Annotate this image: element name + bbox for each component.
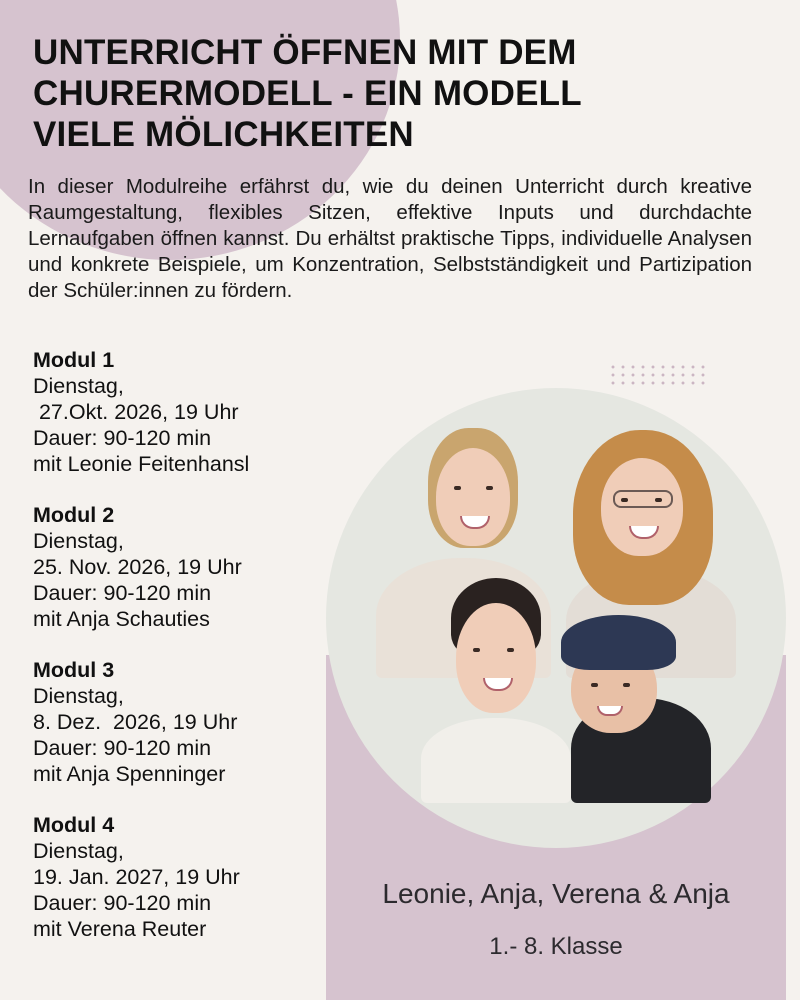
module-day: Dienstag, [33, 839, 124, 863]
module-host: mit Anja Schauties [33, 607, 210, 631]
module-list [33, 347, 333, 967]
module-day: Dienstag, [33, 374, 124, 398]
module-host: mit Anja Spenninger [33, 762, 226, 786]
module-duration: Dauer: 90-120 min [33, 891, 212, 915]
module-date: 27.Okt. 2026, 19 Uhr [33, 400, 239, 424]
intro-paragraph: In dieser Modulreihe erfährst du, wie du deinen Unterricht durch kreative Raumgestaltung, flexibles Sitzen, effektive Inputs und durchdachte Lernaufgaben öffnen kannst. Du erhältst praktische Tipps, individuelle Analysen und konkrete Beispiele, um Konzentration, Selbstständigkeit und Partizipation der Schüler:innen zu fördern. [28, 175, 752, 302]
module-name: Modul 3 [33, 658, 115, 682]
module-duration: Dauer: 90-120 min [33, 736, 212, 760]
title-line: VIELE MÖLICHKEITEN [33, 115, 414, 154]
module-duration: Dauer: 90-120 min [33, 581, 212, 605]
module-name: Modul 4 [33, 813, 115, 837]
module-name: Modul 2 [33, 503, 115, 527]
module-duration: Dauer: 90-120 min [33, 426, 212, 450]
module-day: Dienstag, [33, 684, 124, 708]
module-item [33, 502, 333, 632]
title-line: CHURERMODELL - EIN MODELL [33, 74, 582, 113]
module-host: mit Verena Reuter [33, 917, 207, 941]
module-day: Dienstag, [33, 529, 124, 553]
module-host: mit Leonie Feitenhansl [33, 452, 250, 476]
speakers-names: Leonie, Anja, Verena & Anja [382, 878, 730, 909]
speakers-photo-circle [326, 388, 786, 848]
module-item [33, 347, 333, 477]
module-item [33, 812, 333, 942]
speaker-photo-4 [551, 603, 721, 803]
title-line: UNTERRICHT ÖFFNEN MIT DEM [33, 33, 577, 72]
module-item [33, 657, 333, 787]
decorative-dot-grid [608, 363, 708, 387]
module-date: 8. Dez. 2026, 19 Uhr [33, 710, 238, 734]
module-date: 25. Nov. 2026, 19 Uhr [33, 555, 242, 579]
module-date: 19. Jan. 2027, 19 Uhr [33, 865, 240, 889]
page-title [33, 32, 673, 155]
glasses-shape [613, 490, 673, 508]
module-name: Modul 1 [33, 348, 115, 372]
grade-level: 1.- 8. Klasse [489, 933, 623, 960]
